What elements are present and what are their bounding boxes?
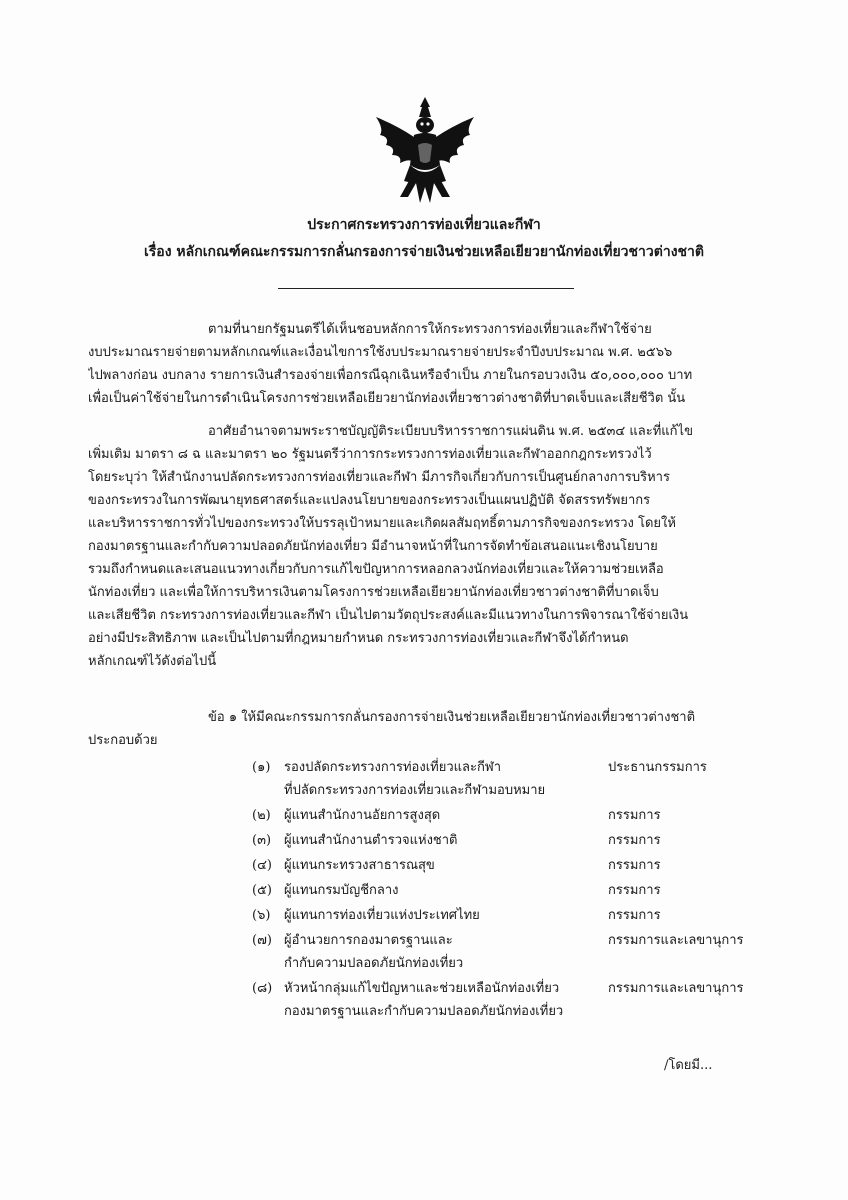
- member-name-line: กำกับความปลอดภัยนักท่องเที่ยว: [284, 956, 464, 971]
- list-item: [252, 977, 752, 1023]
- text-line: อาศัยอำนาจตามพระราชบัญญัติระเบียบบริหารราชการแผ่นดิน พ.ศ. ๒๕๓๔ และที่แก้ไข: [208, 424, 693, 439]
- member-name: ผู้แทนสำนักงานอัยการสูงสุด: [284, 808, 441, 823]
- text-line: นักท่องเที่ยว และเพื่อให้การบริหารเงินตามโครงการช่วยเหลือเยียวยานักท่องเที่ยวชาวต่างชาติที่บาดเจ็บ: [88, 585, 659, 600]
- member-role: กรรมการ: [608, 808, 661, 823]
- member-name: ผู้แทนกรมบัญชีกลาง: [284, 883, 399, 898]
- text-line: ประกอบด้วย: [88, 733, 158, 748]
- list-item: [252, 804, 752, 827]
- announcement-title: ประกาศกระทรวงการท่องเที่ยวและกีฬา: [307, 217, 541, 233]
- paragraph-preamble: [88, 318, 734, 410]
- item-number: (๒): [252, 808, 271, 823]
- member-role: กรรมการและเลขานุการ: [608, 933, 744, 948]
- member-name-line: ผู้อำนวยการกองมาตรฐานและ: [284, 933, 453, 948]
- item-number: (๓): [252, 833, 272, 848]
- member-name-line: รองปลัดกระทรวงการท่องเที่ยวและกีฬา: [284, 760, 502, 775]
- member-role: กรรมการและเลขานุการ: [608, 981, 744, 996]
- item-number: (๑): [252, 760, 271, 775]
- text-line: ตามที่นายกรัฐมนตรีได้เห็นชอบหลักการให้กระทรวงการท่องเที่ยวและกีฬาใช้จ่าย: [208, 322, 652, 337]
- member-name-line: กองมาตรฐานและกำกับความปลอดภัยนักท่องเที่ยว: [284, 1004, 564, 1019]
- text-line: ข้อ ๑ ให้มีคณะกรรมการกลั่นกรองการจ่ายเงินช่วยเหลือเยียวยานักท่องเที่ยวชาวต่างชาติ: [208, 710, 696, 725]
- item-number: (๕): [252, 883, 272, 898]
- member-name: [284, 929, 608, 975]
- item-number: (๖): [252, 908, 271, 923]
- item-number: (๘): [252, 981, 273, 996]
- member-name: ผู้แทนการท่องเที่ยวแห่งประเทศไทย: [284, 908, 480, 923]
- list-item: [252, 854, 752, 877]
- list-item: [252, 879, 752, 902]
- list-item: [252, 904, 752, 927]
- text-line: เพื่อเป็นค่าใช้จ่ายในการดำเนินโครงการช่วยเหลือเยียวยานักท่องเที่ยวชาวต่างชาติที่บาดเจ็บและเสียชีวิต นั้น: [88, 391, 686, 406]
- text-line: อย่างมีประสิทธิภาพ และเป็นไปตามที่กฎหมายกำหนด กระทรวงการท่องเที่ยวและกีฬาจึงได้กำหนด: [88, 631, 629, 646]
- member-role: ประธานกรรมการ: [608, 760, 707, 775]
- member-role: กรรมการ: [608, 883, 661, 898]
- text-line: โดยระบุว่า ให้สำนักงานปลัดกระทรวงการท่องเที่ยวและกีฬา มีภารกิจเกี่ยวกับการเป็นศูนย์กลางการบริหาร: [88, 470, 670, 485]
- continuation-marker: /โดยมี...: [664, 1058, 713, 1073]
- member-role: กรรมการ: [608, 858, 661, 873]
- text-line: ของกระทรวงในการพัฒนายุทธศาสตร์และแปลงนโยบายของกระทรวงเป็นแผนปฏิบัติ จัดสรรทรัพยากร: [88, 493, 651, 508]
- member-role: กรรมการ: [608, 833, 661, 848]
- garuda-emblem-icon: [370, 95, 480, 205]
- list-item: [252, 756, 752, 802]
- member-role: กรรมการ: [608, 908, 661, 923]
- committee-member-list: [252, 756, 752, 1023]
- item-number: (๔): [252, 858, 272, 873]
- member-name-line: หัวหน้ากลุ่มแก้ไขปัญหาและช่วยเหลือนักท่องเที่ยว: [284, 981, 560, 996]
- member-name: [284, 977, 608, 1023]
- paragraph-clause-1: [88, 706, 734, 752]
- item-number: (๗): [252, 933, 272, 948]
- announcement-subject: เรื่อง หลักเกณฑ์คณะกรรมการกลั่นกรองการจ่ายเงินช่วยเหลือเยียวยานักท่องเที่ยวชาวต่างชาติ: [144, 244, 704, 260]
- text-line: งบประมาณรายจ่ายตามหลักเกณฑ์และเงื่อนไขการใช้งบประมาณรายจ่ายประจำปีงบประมาณ พ.ศ. ๒๕๖๖: [88, 345, 673, 360]
- text-line: และเสียชีวิต กระทรวงการท่องเที่ยวและกีฬา เป็นไปตามวัตถุประสงค์และมีแนวทางในการพิจารณาใช้จ่ายเงิน: [88, 608, 689, 623]
- text-line: และบริหารราชการทั่วไปของกระทรวงให้บรรลุเป้าหมายและเกิดผลสัมฤทธิ์ตามภารกิจของกระทรวง โดยให้: [88, 516, 676, 531]
- member-name: ผู้แทนสำนักงานตำรวจแห่งชาติ: [284, 833, 458, 848]
- text-line: หลักเกณฑ์ไว้ดังต่อไปนี้: [88, 654, 217, 669]
- text-line: ไปพลางก่อน งบกลาง รายการเงินสำรองจ่ายเพื่อกรณีฉุกเฉินหรือจำเป็น ภายในกรอบวงเงิน ๕๐,๐๐๐,๐๐๐ บาท: [88, 368, 693, 383]
- member-name: ผู้แทนกระทรวงสาธารณสุข: [284, 858, 435, 873]
- text-line: รวมถึงกำหนดและเสนอแนวทางเกี่ยวกับการแก้ไขปัญหาการหลอกลวงนักท่องเที่ยวและให้ความช่วยเหลือ: [88, 562, 664, 577]
- member-name: [284, 756, 608, 802]
- member-name-line: ที่ปลัดกระทรวงการท่องเที่ยวและกีฬามอบหมาย: [284, 783, 546, 798]
- list-item: [252, 929, 752, 975]
- title-divider: [278, 288, 574, 289]
- text-line: เพิ่มเติม มาตรา ๘ ฉ และมาตรา ๒๐ รัฐมนตรีว่าการกระทรวงการท่องเที่ยวและกีฬาออกกฎกระทรวงไว้: [88, 447, 652, 462]
- paragraph-authority: [88, 420, 734, 673]
- list-item: [252, 829, 752, 852]
- text-line: กองมาตรฐานและกำกับความปลอดภัยนักท่องเที่ยว มีอำนาจหน้าที่ในการจัดทำข้อเสนอแนะเชิงนโยบาย: [88, 539, 658, 554]
